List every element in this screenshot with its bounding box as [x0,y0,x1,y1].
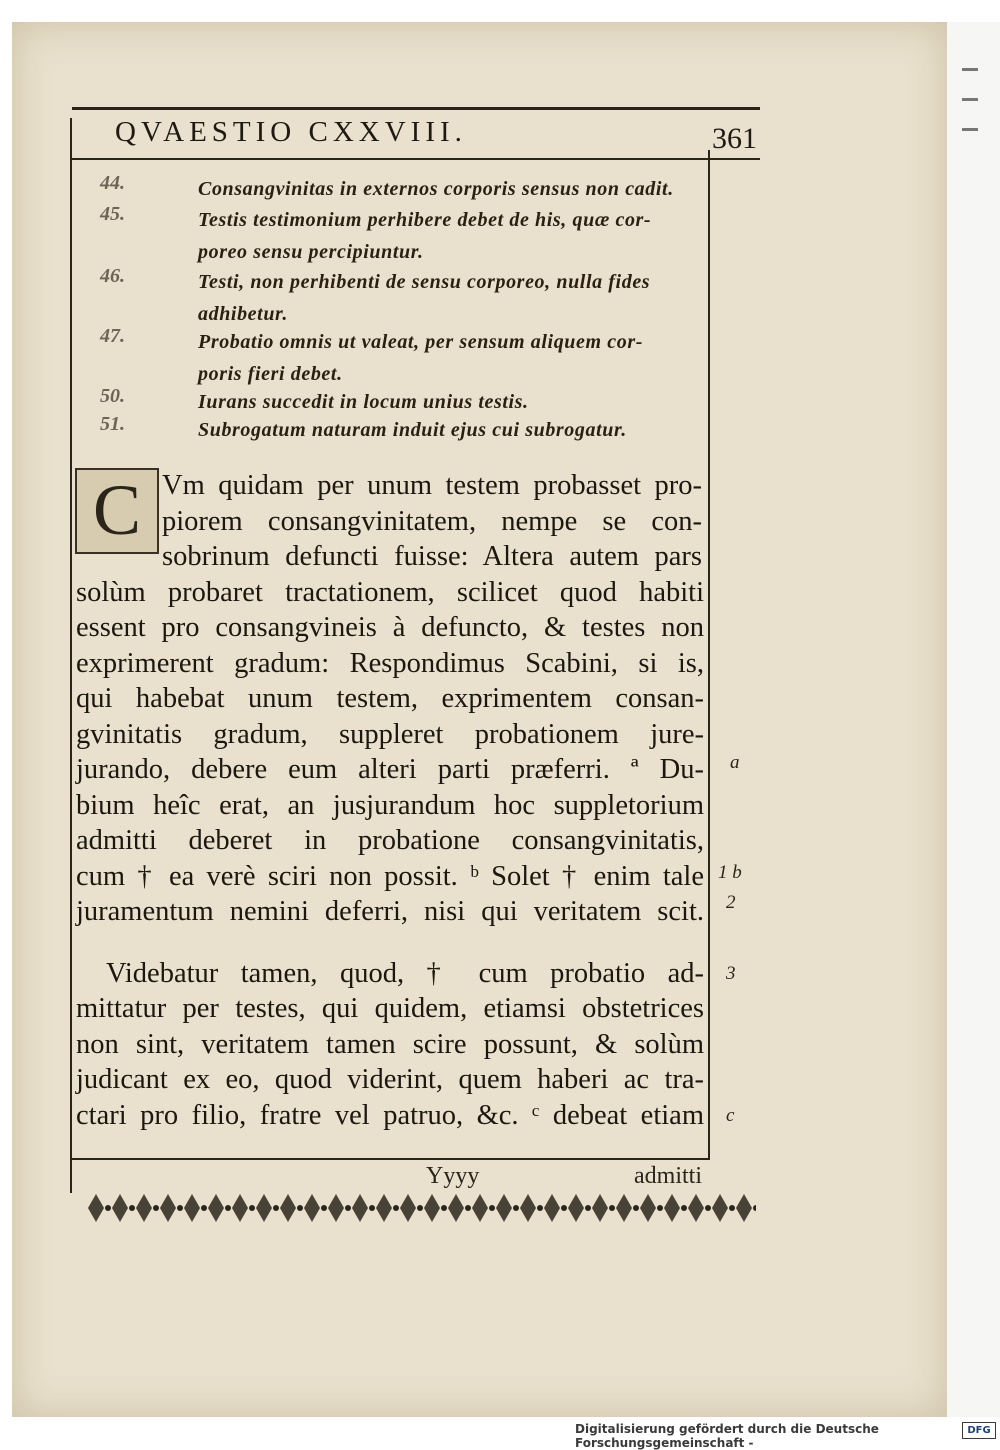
ornament-motif [112,1194,128,1222]
body-line: piorem consangvinitatem, nempe se con- [162,506,702,537]
ornament-dot [201,1205,207,1211]
ornament-motif [232,1194,248,1222]
header-rule-top [72,107,760,110]
decorated-initial [75,468,159,554]
body-line: ctari pro filio, fratre vel patruo, &c. ᶜ debeat etiam [76,1100,704,1131]
ornament-motif [328,1194,344,1222]
margin-note: 3 [726,963,736,984]
ornament-dot [417,1205,423,1211]
ornament-motif [184,1194,200,1222]
summary-number: 45. [100,203,125,225]
summary-item [100,265,720,333]
summary-number: 50. [100,385,125,407]
ornament-dot [513,1205,519,1211]
margin-note: c [726,1105,735,1126]
ornament-motif [640,1194,656,1222]
ornament-dot [177,1205,183,1211]
ornament-dot [153,1205,159,1211]
ornament-dot [345,1205,351,1211]
summary-item [100,325,720,393]
signature-mark: Yyyy [426,1163,480,1189]
summary-text: Iurans succedit in locum unius testis. [198,391,529,413]
body-line: exprimerent gradum: Respondimus Scabini, si is, [76,648,704,679]
summary-number: 44. [100,172,125,194]
summary-text: Consangvinitas in externos corporis sensus non cadit. [198,178,674,200]
ornament-motif [280,1194,296,1222]
summary-item [100,413,720,447]
body-line: essent pro consangvineis à defuncto, & testes non [76,612,704,643]
running-title: QVAESTIO CXXVIII. [115,116,467,148]
ornament-dot [705,1205,711,1211]
ornament-dot [225,1205,231,1211]
ornament-motif [592,1194,608,1222]
ornament-motif [688,1194,704,1222]
summary-number: 47. [100,325,125,347]
summary-text: Testi, non perhibenti de sensu corporeo, nulla fides [198,271,651,293]
summary-text: adhibetur. [198,303,288,325]
ornament-dot [729,1205,735,1211]
body-line: jurando, debere eum alteri parti præferri. ª Du- [76,754,704,785]
body-line: cum † ea verè sciri non possit. ᵇ Solet † enim tale [76,861,704,892]
summary-text: Probatio omnis ut valeat, per sensum aliquem cor- [198,331,643,353]
summary-text: poris fieri debet. [198,363,343,385]
ornament-motif [352,1194,368,1222]
ornament-motif [256,1194,272,1222]
ornament-motif [712,1194,728,1222]
ornament-dot [465,1205,471,1211]
summary-text: Testis testimonium perhibere debet de his, quæ cor- [198,209,652,231]
ornament-motif [496,1194,512,1222]
ornament-motif [424,1194,440,1222]
margin-note: 1 b [718,862,742,883]
dfg-logo: DFG [962,1422,996,1439]
summary-item [100,203,720,271]
ornament-motif [472,1194,488,1222]
ornament-dot [105,1205,111,1211]
body-line: admitti deberet in probatione consangvinitatis, [76,825,704,856]
ornament-motif [136,1194,152,1222]
ornament-dot [369,1205,375,1211]
ornament-motif [376,1194,392,1222]
margin-note: 2 [726,892,736,913]
summary-item [100,172,720,206]
frame-left-rule [70,118,72,1193]
ornament-motif [736,1194,752,1222]
ornament-motif [160,1194,176,1222]
body-line: Videbatur tamen, quod, † cum probatio ad- [106,958,704,989]
ornament-motif [568,1194,584,1222]
initial-letter: C [92,470,142,550]
ornament-dot [585,1205,591,1211]
header-rule-bottom [72,158,760,160]
page-number: 361 [712,122,757,155]
ornament-motif [448,1194,464,1222]
ornament-dot [561,1205,567,1211]
body-line: gvinitatis gradum, suppleret probationem jure- [76,719,704,750]
summary-number: 51. [100,413,125,435]
body-line: judicant ex eo, quod viderint, quem haberi ac tra- [76,1064,704,1095]
ornament-motif [616,1194,632,1222]
gutter-registration-marks [962,68,992,138]
ornament-dot [393,1205,399,1211]
ornament-motif [544,1194,560,1222]
ornament-dot [657,1205,663,1211]
ornament-dot [249,1205,255,1211]
ornament-dot [633,1205,639,1211]
body-line: mittatur per testes, qui quidem, etiamsi obstetrices [76,993,704,1024]
ornament-dot [609,1205,615,1211]
ornament-dot [489,1205,495,1211]
ornament-dot [129,1205,135,1211]
summary-text: Subrogatum naturam induit ejus cui subrogatur. [198,419,627,441]
ornament-dot [321,1205,327,1211]
ornament-dot [273,1205,279,1211]
ornament-motif [664,1194,680,1222]
margin-note: a [730,752,740,773]
ornament-dot [681,1205,687,1211]
body-line: qui habebat unum testem, exprimentem consan- [76,683,704,714]
body-line: sobrinum defuncti fuisse: Altera autem pars [162,541,702,572]
digitization-credit: Digitalisierung gefördert durch die Deutsche Forschungsgemeinschaft - [575,1422,879,1450]
ornament-dot [297,1205,303,1211]
ornament-motif [400,1194,416,1222]
ornament-motif [88,1194,104,1222]
ornament-dot [537,1205,543,1211]
ornament-dot [753,1205,756,1211]
ornament-motif [520,1194,536,1222]
ornament-dot [441,1205,447,1211]
ornament-motif [208,1194,224,1222]
body-line: bium heîc erat, an jusjurandum hoc suppletorium [76,790,704,821]
body-line: solùm probaret tractationem, scilicet quod habiti [76,577,704,608]
footer-rule [72,1158,710,1160]
body-line: non sint, veritatem tamen scire possunt, & solùm [76,1029,704,1060]
scan-gutter [947,22,1000,1417]
body-line: Vm quidam per unum testem probasset pro- [162,470,702,501]
ornament-motif [304,1194,320,1222]
body-line: juramentum nemini deferri, nisi qui veritatem scit. [76,896,704,927]
summary-text: poreo sensu percipiuntur. [198,241,424,263]
printers-ornament-band [84,1190,756,1226]
catchword: admitti [634,1163,702,1189]
summary-number: 46. [100,265,125,287]
